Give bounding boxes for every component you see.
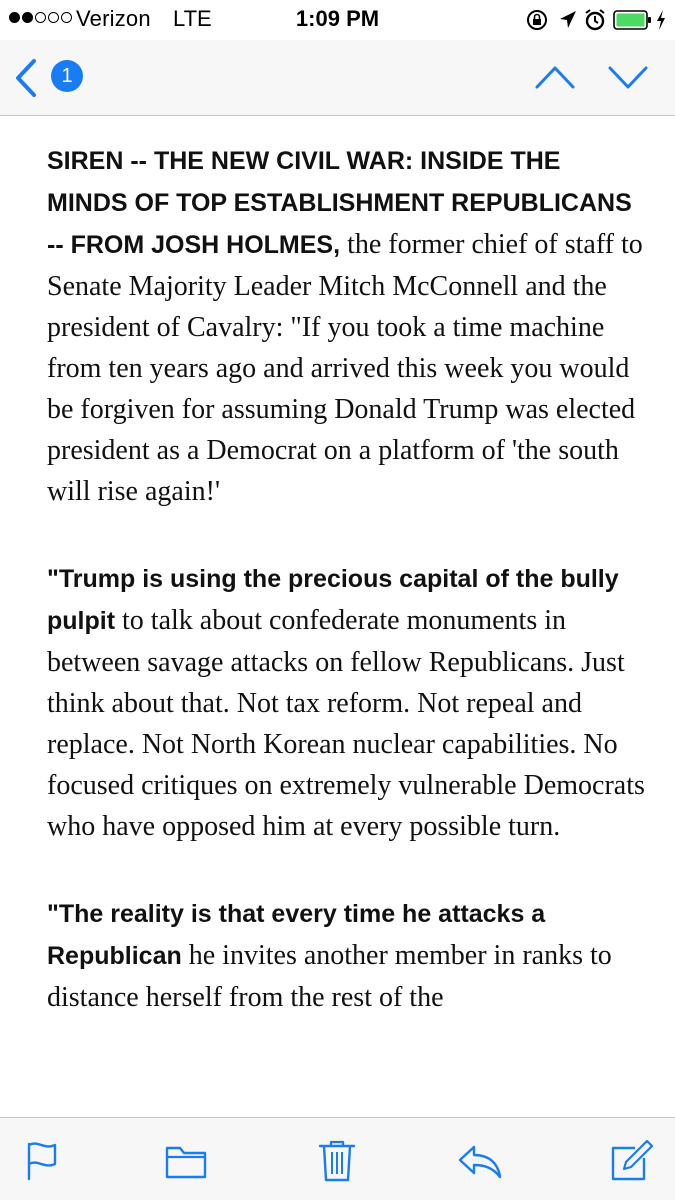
- battery-icon: [613, 8, 653, 32]
- email-paragraph: [47, 893, 647, 1018]
- next-message-button[interactable]: [606, 62, 650, 92]
- flag-icon[interactable]: [18, 1138, 68, 1183]
- trash-icon[interactable]: [312, 1138, 362, 1183]
- rotation-lock-icon: [525, 8, 551, 32]
- previous-message-button[interactable]: [533, 62, 577, 92]
- paragraph-text: the former chief of staff to Senate Majority Leader Mitch McConnell and the president of Cavalry: "If you took a time machine from ten years ago and arrived this week you would be forgiven for assuming Donald Trump was elected president as a Democrat on a platform of 'the south will rise again!': [47, 229, 643, 507]
- back-button[interactable]: [12, 58, 92, 98]
- paragraph-bold-lead: "The reality is that every time he attacks a Republican: [47, 900, 546, 970]
- compose-icon[interactable]: [605, 1138, 655, 1183]
- folder-icon[interactable]: [161, 1138, 211, 1183]
- chevron-left-icon: [12, 58, 42, 98]
- status-bar: [0, 0, 675, 40]
- location-icon: [557, 8, 579, 32]
- reply-icon[interactable]: [455, 1138, 505, 1183]
- clock: 1:09 PM: [295, 6, 380, 31]
- unread-count-badge: 1: [51, 60, 83, 92]
- email-paragraph: [47, 558, 647, 847]
- paragraph-text: he invites another member in ranks to distance herself from the rest of the: [47, 940, 612, 1013]
- carrier-name: Verizon: [76, 6, 151, 31]
- email-body: [47, 140, 647, 1115]
- paragraph-bold-lead: "Trump is using the precious capital of the bully pulpit: [47, 565, 619, 635]
- charging-bolt-icon: [655, 8, 667, 32]
- paragraph-text: to talk about confederate monuments in between savage attacks on fellow Republicans. Just think about that. Not tax reform. Not repeal and replace. Not North Korean nuclear capabilities. No focused critiques on extremely vulnerable Democrats who have opposed him at every possible turn.: [47, 605, 645, 842]
- navigation-bar: [0, 40, 675, 116]
- network-type: LTE: [173, 6, 212, 31]
- email-paragraph: [47, 140, 647, 512]
- paragraph-bold-lead: SIREN -- THE NEW CIVIL WAR: INSIDE THE MINDS OF TOP ESTABLISHMENT REPUBLICANS -- FROM JOSH HOLMES,: [47, 147, 632, 259]
- bottom-toolbar: [0, 1117, 675, 1200]
- alarm-icon: [583, 8, 607, 32]
